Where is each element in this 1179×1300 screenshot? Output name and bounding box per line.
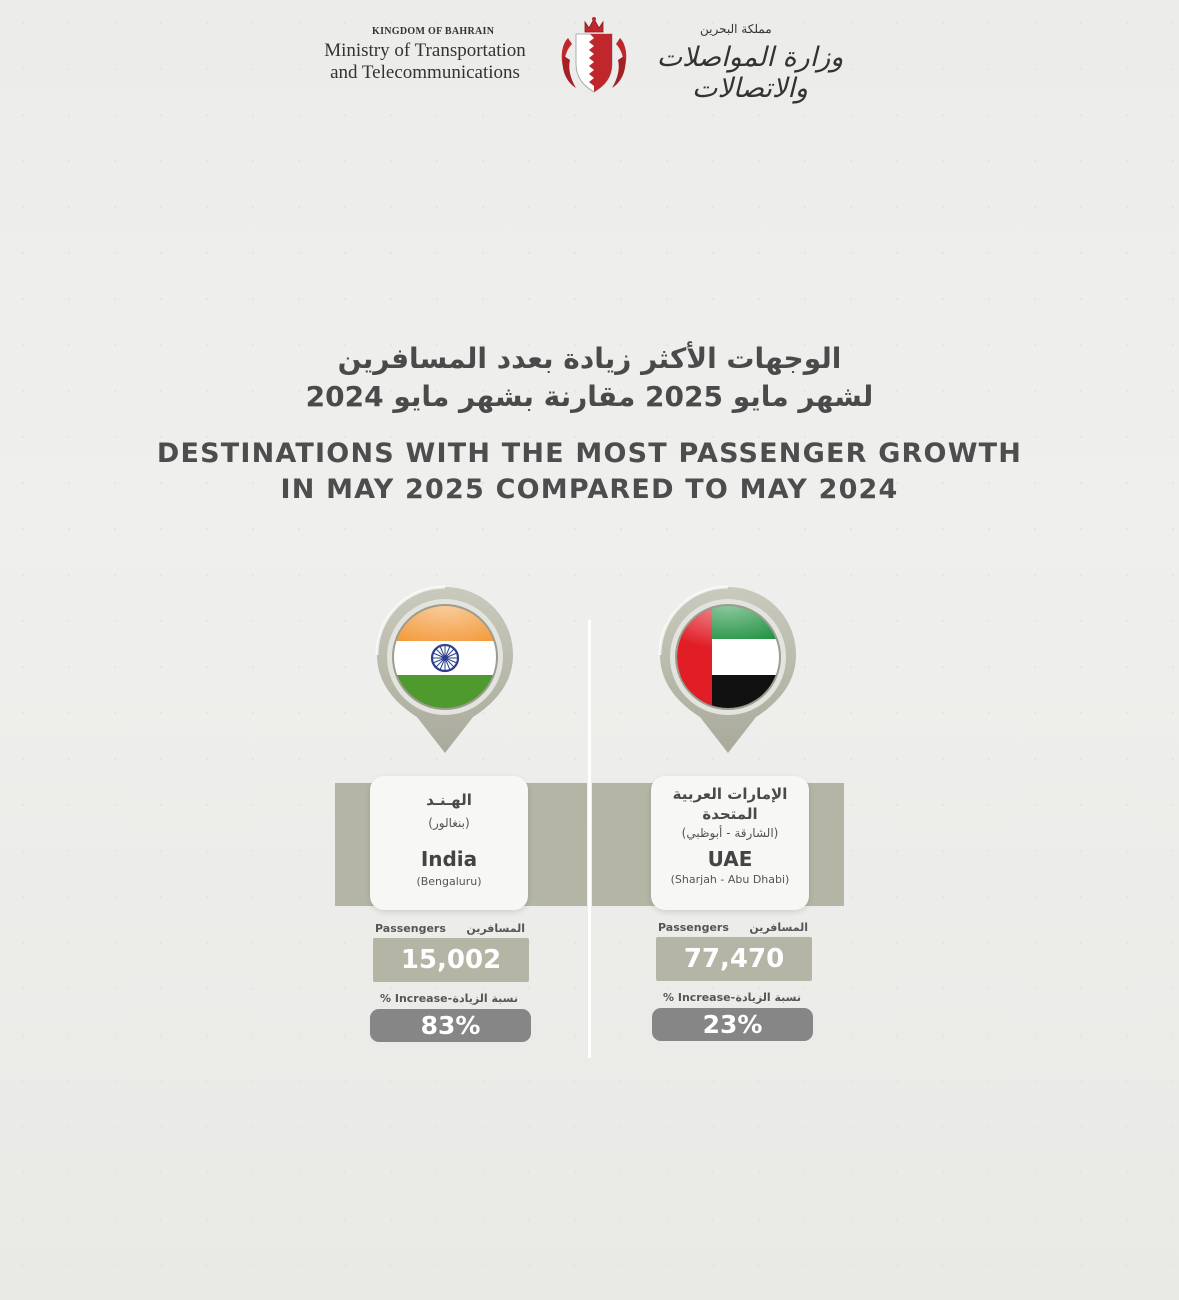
ministry-name-en-line1: Ministry of Transportation [324, 40, 526, 61]
destination-name-ar-line1: الإمارات العربية [672, 785, 788, 803]
increase-label-ar: نسبة الزيادة [452, 991, 518, 1005]
kingdom-label-en: KINGDOM OF BAHRAIN [372, 26, 495, 37]
increase-label-india [380, 990, 518, 1006]
ministry-name-en-line2: and Telecommunications [330, 62, 520, 83]
passengers-value-uae: 77,470 [656, 937, 812, 981]
destination-card-india [370, 776, 528, 910]
page-title-en [0, 436, 1179, 508]
bahrain-emblem-icon [558, 16, 630, 96]
destination-name-en: UAE [707, 847, 753, 871]
page-title-ar-line1: الوجهات الأكثر زيادة بعدد المسافرين [337, 342, 842, 375]
destination-card-uae [651, 776, 809, 910]
ministry-name-en [300, 40, 550, 84]
increase-label-en: % Increase- [663, 990, 736, 1004]
page-title-ar-line2: لشهر مايو 2025 مقارنة بشهر مايو 2024 [305, 380, 874, 413]
passengers-label-en: Passengers [658, 920, 729, 934]
passengers-label-india [375, 920, 525, 936]
passengers-label-ar: المسافرين [749, 920, 808, 934]
passengers-label-en: Passengers [375, 921, 446, 935]
increase-value-uae: 23% [652, 1008, 813, 1041]
kingdom-label-ar: مملكة البحرين [700, 22, 772, 36]
destination-name-en: India [420, 847, 478, 871]
passengers-value-india: 15,002 [373, 938, 529, 982]
destination-name-ar: الهـنـد [426, 791, 472, 809]
page-title-en-line1: DESTINATIONS WITH THE MOST PASSENGER GROWTH [156, 438, 1023, 469]
increase-value-india: 83% [370, 1009, 531, 1042]
page-title-en-line2: IN MAY 2025 COMPARED TO MAY 2024 [280, 474, 899, 505]
ministry-name-ar: وزارة المواصلات والاتصالات [656, 42, 844, 104]
increase-label-en: % Increase- [380, 991, 453, 1005]
destination-city-en: (Bengaluru) [416, 875, 482, 888]
location-pin-india [373, 585, 517, 755]
column-divider [588, 620, 591, 1058]
page-title-ar [0, 340, 1179, 416]
ministry-header [0, 14, 1179, 104]
location-pin-uae [656, 585, 800, 755]
destination-city-en: (Sharjah - Abu Dhabi) [670, 873, 790, 886]
increase-label-ar: نسبة الزيادة [735, 990, 801, 1004]
destination-city-ar: (بنغالور) [428, 816, 470, 830]
passengers-label-ar: المسافرين [466, 921, 525, 935]
destination-city-ar: (الشارقة - أبوظبي) [681, 826, 779, 840]
destination-name-ar-line2: المتحدة [702, 805, 758, 823]
passengers-label-uae [658, 919, 808, 935]
increase-label-uae [663, 989, 801, 1005]
